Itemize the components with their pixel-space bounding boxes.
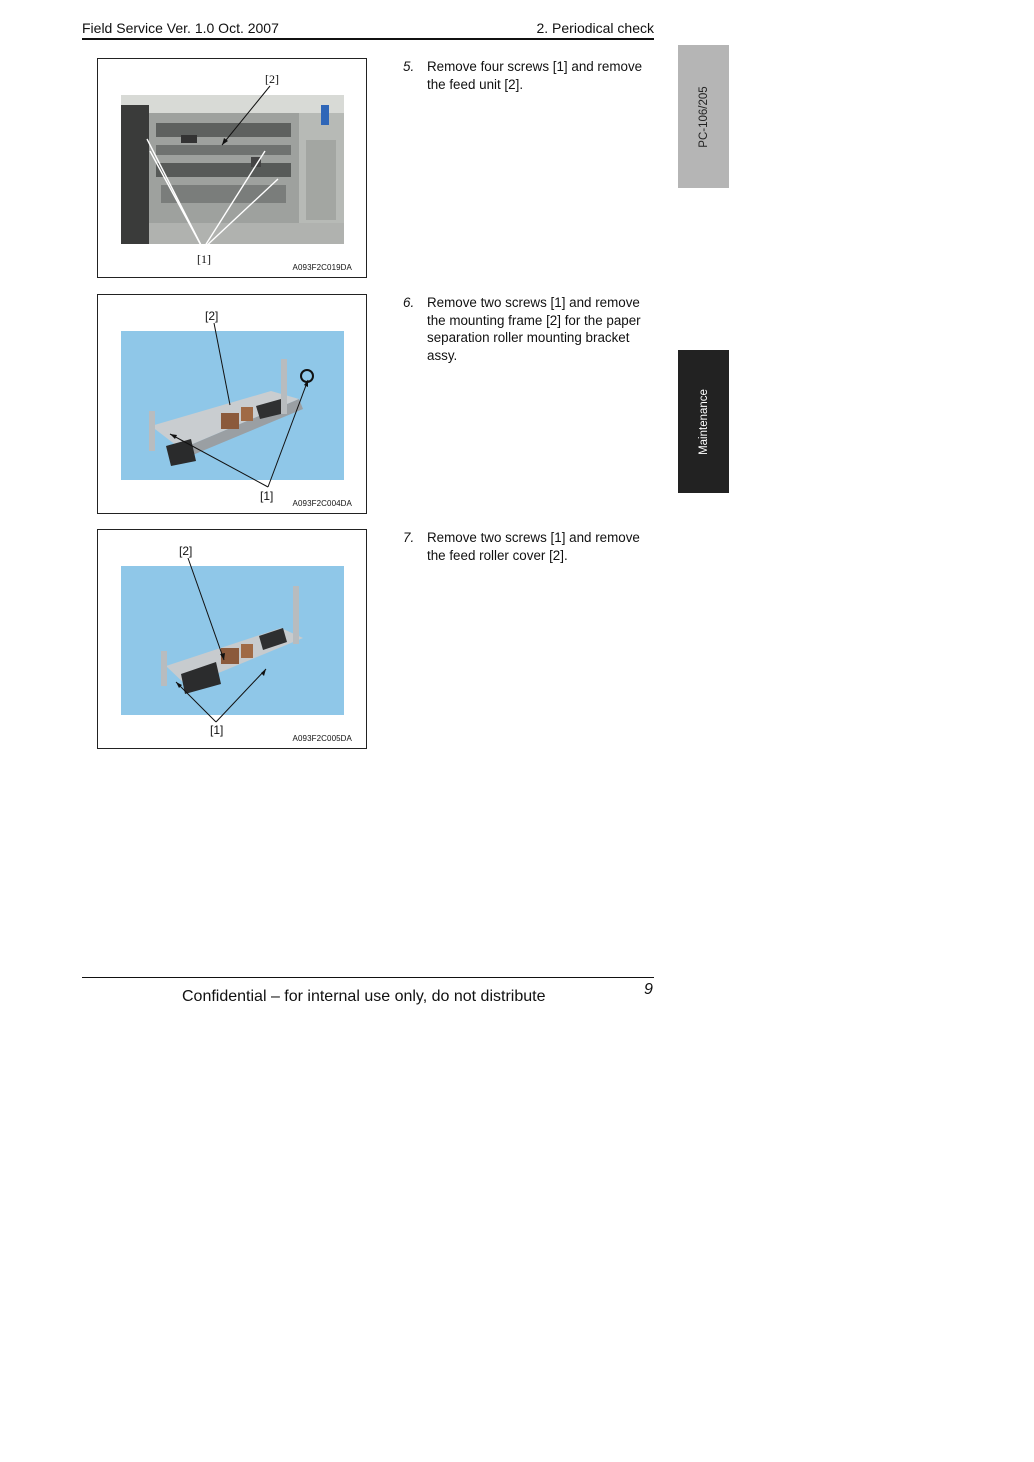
figure-code: A093F2C005DA <box>292 734 352 743</box>
callout-1: [1] <box>260 489 274 503</box>
side-tab-maintenance-label: Maintenance <box>697 388 710 455</box>
step-number: 5. <box>403 59 415 74</box>
figure-code: A093F2C004DA <box>292 499 352 508</box>
photo-feed-roller-cover <box>121 566 344 715</box>
photo-feed-unit <box>121 95 344 244</box>
step-number: 6. <box>403 295 415 310</box>
step-text: Remove four screws [1] and remove the feed unit [2]. <box>427 59 643 92</box>
callout-1: [1] <box>210 723 224 737</box>
callout-1: [1] <box>197 252 211 266</box>
figure-code: A093F2C019DA <box>292 263 352 272</box>
figure-feed-unit <box>97 58 367 278</box>
footer-confidential-notice: Confidential – for internal use only, do not distribute <box>182 988 546 1005</box>
header-document-version: Field Service Ver. 1.0 Oct. 2007 <box>82 20 279 36</box>
figure-mounting-frame <box>97 294 367 514</box>
step-number: 7. <box>403 530 415 545</box>
step-text: Remove two screws [1] and remove the feed roller cover [2]. <box>427 530 640 563</box>
figure-feed-roller-cover <box>97 529 367 749</box>
side-tab-model <box>678 45 729 188</box>
step-5 <box>403 58 653 93</box>
page-number: 9 <box>644 981 653 998</box>
step-6 <box>403 294 653 364</box>
photo-mounting-frame <box>121 331 344 480</box>
step-7 <box>403 529 653 564</box>
side-tab-model-label: PC-106/205 <box>697 85 710 148</box>
callout-2: [2] <box>265 72 279 86</box>
callout-2: [2] <box>179 544 193 558</box>
side-tab-maintenance <box>678 350 729 493</box>
footer-rule <box>82 977 654 978</box>
header-section-title: 2. Periodical check <box>536 20 654 36</box>
callout-2: [2] <box>205 309 219 323</box>
header-rule <box>82 38 654 40</box>
step-text: Remove two screws [1] and remove the mounting frame [2] for the paper separation roller mounting bracket assy. <box>427 295 641 363</box>
